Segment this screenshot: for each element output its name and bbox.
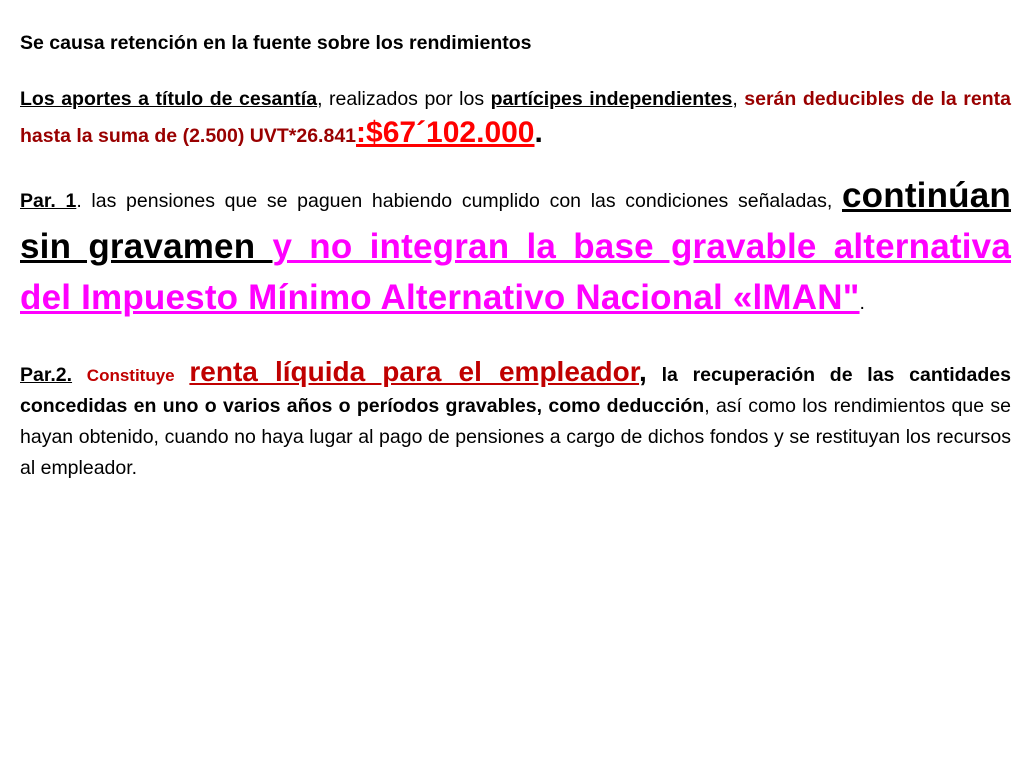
paragraph-aportes-cesantia xyxy=(20,82,1011,153)
realizados-text: , realizados por los xyxy=(317,88,491,110)
aportes-cesantia-phrase: Los aportes a título de cesantía xyxy=(20,88,318,110)
continuan-sin-gravamen-phrase: continúan sin gravamen xyxy=(20,176,1012,266)
amount-value: :$67´102.000 xyxy=(356,116,535,149)
renta-liquida-phrase: renta líquida para el empleador xyxy=(189,356,640,387)
renta-liquida-comma: , xyxy=(639,356,647,387)
constituye-word: Constituye xyxy=(86,366,175,385)
recuperacion-text: la recuperación de las cantidades concedidas en uno o varios años o períodos gravables, como deducción xyxy=(20,364,1011,417)
pensiones-text: . las pensiones que se paguen habiendo cumplido con las condiciones señaladas, xyxy=(76,190,842,212)
par1-period: . xyxy=(859,292,865,314)
slide-title: Se causa retención en la fuente sobre los rendimientos xyxy=(20,32,532,54)
space-text-2 xyxy=(175,364,190,386)
space-text xyxy=(72,364,87,386)
comma-text: , xyxy=(732,88,745,110)
paragraph-par-1 xyxy=(20,173,1011,326)
amount-period: . xyxy=(534,116,543,149)
no-integran-base-phrase: y no integran la base gravable alternativa del Impuesto Mínimo Alternativo Nacional «lMAN" xyxy=(20,227,1011,317)
par2-label: Par.2. xyxy=(20,364,73,386)
rendimientos-text: , así como los rendimientos que se hayan obtenido, cuando no haya lugar al pago de pensiones a cargo de dichos fondos y se restituyan los recursos al empleador. xyxy=(20,395,1011,479)
par1-label: Par. 1 xyxy=(20,190,77,212)
paragraph-par-2 xyxy=(20,356,1011,484)
participes-independientes-phrase: partícipes independientes xyxy=(490,88,733,110)
deducibles-text: serán deducibles de la renta hasta la suma de (2.500) UVT*26.841 xyxy=(20,88,1011,147)
